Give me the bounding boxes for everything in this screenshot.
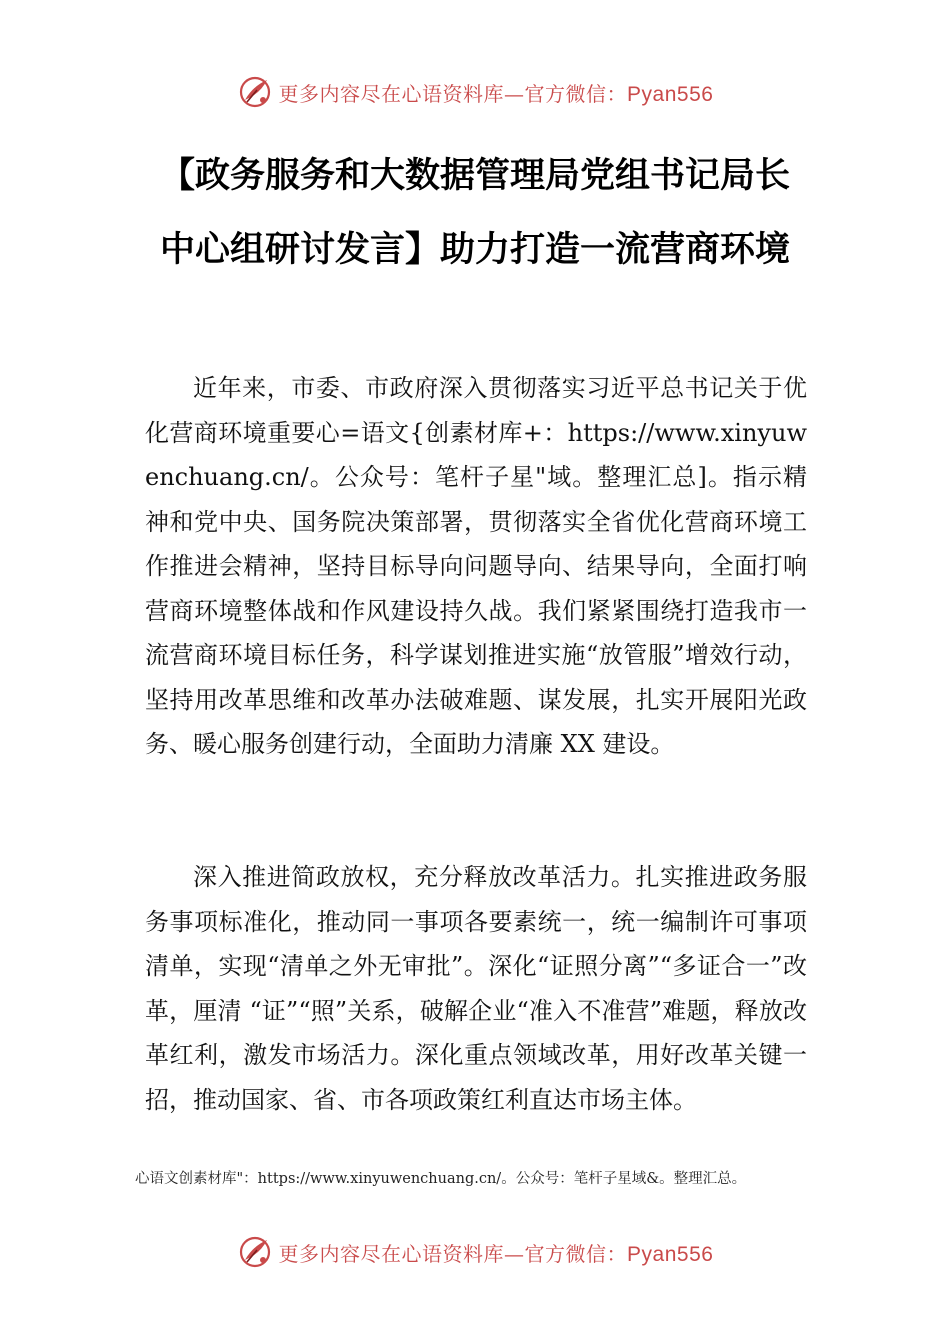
body-paragraph-2: 深入推进简政放权，充分释放改革活力。扎实推进政务服务事项标准化，推动同一事项各要素统一，统一编制许可事项清单，实现“清单之外无审批”。深化“证照分离”“多证合一”改革，厘清 “证”“照”关系，破解企业“准入不准营”难题，释放改革红利，激发市场活力。深化重点领域改革，用好改革关键一招，推动国家、省、市各项政策红利直达市场主体。 [145,863,807,1114]
wechat-id: Pyan556 [627,1242,714,1266]
header-banner [0,72,950,112]
page-footnote: 心语文创素材库"：https://www.xinyuwenchuang.cn/。公众号：笔杆子星域&。整理汇总。 [135,1171,747,1187]
document-title-line-2: 中心组研讨发言】助力打造一流营商环境 [159,230,790,270]
banner-label: 更多内容尽在心语资料库—官方微信： [278,81,628,106]
quill-logo-icon [237,1234,273,1270]
quill-logo-icon [237,74,273,110]
document-title-line-1: 【政务服务和大数据管理局党组书记局长 [159,156,790,196]
footer-banner [0,1232,950,1272]
body-paragraph-1: 近年来，市委、市政府深入贯彻落实习近平总书记关于优化营商环境重要心=语文{创素材库+：https://www.xinyuwenchuang.cn/。公众号：笔杆子星"域。整理汇总]。指示精神和党中央、国务院决策部署，贯彻落实全省优化营商环境工作推进会精神，坚持目标导向问题导向、结果导向，全面打响营商环境整体战和作风建设持久战。我们紧紧围绕打造我市一流营商环境目标任务，科学谋划推进实施“放管服”增效行动，坚持用改革思维和改革办法破难题、谋发展，扎实开展阳光政务、暖心服务创建行动，全面助力清廉 XX 建设。 [145,374,807,758]
banner-text [279,78,714,107]
banner-label: 更多内容尽在心语资料库—官方微信： [278,1241,628,1266]
banner-text [279,1238,714,1267]
wechat-id: Pyan556 [627,82,714,106]
